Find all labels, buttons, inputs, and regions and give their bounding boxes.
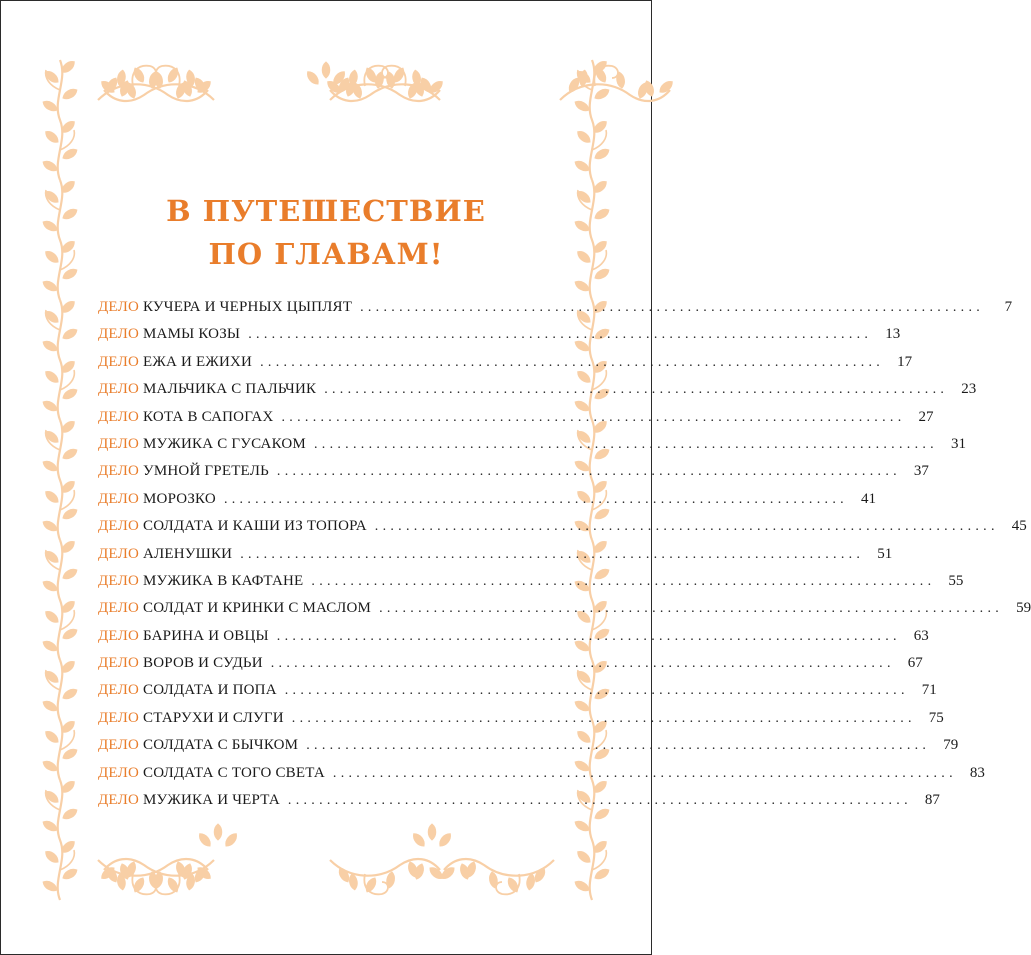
- page-title-line-2: ПО ГЛАВАМ!: [208, 237, 444, 271]
- toc-entry[interactable]: [98, 623, 929, 650]
- toc-entry[interactable]: [98, 541, 893, 568]
- toc-entry[interactable]: [98, 294, 1013, 321]
- page-title-line-1: В ПУТЕШЕСТВИЕ: [166, 194, 486, 228]
- toc-entry-page-number: 13: [885, 326, 901, 343]
- toc-entry-keyword: ДЕЛО: [98, 381, 140, 398]
- toc-entry-page-number: 71: [921, 682, 937, 699]
- toc-entry-leader-dots: ................................................................................: [324, 382, 949, 398]
- toc-entry-keyword: ДЕЛО: [98, 353, 140, 370]
- toc-entry-keyword: ДЕЛО: [98, 737, 140, 754]
- toc-entry-title: МУЖИКА С ГУСАКОМ: [143, 435, 306, 452]
- toc-entry-title: ЕЖА И ЕЖИХИ: [143, 353, 253, 370]
- toc-entry-title: СОЛДАТА И ПОПА: [143, 682, 277, 699]
- toc-entry-keyword: ДЕЛО: [98, 600, 140, 617]
- toc-entry[interactable]: [98, 404, 934, 431]
- toc-entry-title: МУЖИКА И ЧЕРТА: [143, 792, 280, 809]
- toc-entry-title: МАЛЬЧИКА С ПАЛЬЧИК: [143, 381, 317, 398]
- toc-entry-leader-dots: ................................................................................: [360, 300, 985, 315]
- toc-entry-keyword: ДЕЛО: [98, 572, 140, 589]
- toc-entry-leader-dots: ................................................................................: [313, 436, 938, 452]
- toc-entry-page-number: 27: [918, 408, 934, 425]
- toc-entry-title: БАРИНА И ОВЦЫ: [143, 627, 269, 644]
- toc-entry-title: АЛЕНУШКИ: [143, 545, 233, 562]
- toc-entry-leader-dots: ................................................................................: [276, 464, 901, 480]
- toc-entry-leader-dots: ................................................................................: [270, 656, 895, 672]
- toc-entry-page-number: 41: [860, 490, 876, 507]
- toc-entry-page-number: 83: [969, 764, 985, 781]
- toc-entry[interactable]: [98, 458, 929, 485]
- toc-entry-keyword: ДЕЛО: [98, 709, 140, 726]
- toc-entry-leader-dots: ................................................................................: [276, 628, 901, 644]
- toc-entry[interactable]: [98, 650, 923, 677]
- toc-entry[interactable]: [98, 760, 985, 787]
- toc-entry-keyword: ДЕЛО: [98, 627, 140, 644]
- toc-entry-leader-dots: ................................................................................: [260, 354, 885, 370]
- toc-entry-leader-dots: ................................................................................: [332, 765, 957, 781]
- toc-entry-leader-dots: ................................................................................: [291, 710, 916, 726]
- toc-entry[interactable]: [98, 486, 876, 513]
- toc-entry-title: КУЧЕРА И ЧЕРНЫХ ЦЫПЛЯТ: [143, 299, 353, 315]
- toc-entry-page-number: 79: [943, 737, 959, 754]
- toc-entry-title: ВОРОВ И СУДЬИ: [143, 655, 263, 672]
- toc-entry-keyword: ДЕЛО: [98, 490, 140, 507]
- toc-entry-page-number: 87: [924, 792, 940, 809]
- toc-entry-keyword: ДЕЛО: [98, 682, 140, 699]
- toc-entry-title: МАМЫ КОЗЫ: [143, 326, 241, 343]
- toc-entry-page-number: 37: [913, 463, 929, 480]
- toc-entry[interactable]: [98, 349, 913, 376]
- toc-entry[interactable]: [98, 568, 964, 595]
- toc-entry-keyword: ДЕЛО: [98, 764, 140, 781]
- toc-entry-keyword: ДЕЛО: [98, 463, 140, 480]
- toc-entry-keyword: ДЕЛО: [98, 326, 140, 343]
- table-of-contents: [98, 294, 1031, 814]
- toc-entry-keyword: ДЕЛО: [98, 408, 140, 425]
- toc-entry-page-number: 67: [907, 655, 923, 672]
- toc-entry[interactable]: [98, 677, 937, 704]
- toc-entry-page-number: 63: [913, 627, 929, 644]
- toc-entry-title: СОЛДАТА С ТОГО СВЕТА: [143, 764, 325, 781]
- toc-entry-keyword: ДЕЛО: [98, 435, 140, 452]
- toc-entry[interactable]: [98, 431, 966, 458]
- toc-entry-leader-dots: ................................................................................: [284, 683, 909, 699]
- toc-entry-page-number: 55: [948, 572, 964, 589]
- toc-entry-leader-dots: ................................................................................: [374, 519, 999, 535]
- toc-entry-page-number: 45: [1011, 518, 1027, 535]
- toc-entry[interactable]: [98, 787, 940, 814]
- toc-entry-title: КОТА В САПОГАХ: [143, 408, 274, 425]
- toc-entry-title: СОЛДАТА И КАШИ ИЗ ТОПОРА: [143, 518, 367, 535]
- toc-entry[interactable]: [98, 705, 944, 732]
- toc-entry-leader-dots: ................................................................................: [281, 409, 906, 425]
- toc-entry-leader-dots: ................................................................................: [311, 573, 936, 589]
- toc-entry[interactable]: [98, 595, 1031, 622]
- toc-entry-page-number: 59: [1016, 600, 1031, 617]
- toc-entry-leader-dots: ................................................................................: [223, 491, 848, 507]
- toc-entry-title: СОЛДАТА С БЫЧКОМ: [143, 737, 299, 754]
- toc-entry-keyword: ДЕЛО: [98, 792, 140, 809]
- toc-entry-page-number: 23: [961, 381, 977, 398]
- toc-entry-leader-dots: ................................................................................: [287, 793, 912, 809]
- toc-entry-title: МОРОЗКО: [143, 490, 216, 507]
- toc-entry-page-number: 75: [928, 709, 944, 726]
- toc-entry-title: УМНОЙ ГРЕТЕЛЬ: [143, 463, 269, 480]
- toc-entry[interactable]: [98, 321, 901, 348]
- toc-entry-page-number: 51: [877, 545, 893, 562]
- toc-entry-leader-dots: ................................................................................: [240, 546, 865, 562]
- toc-entry-page-number: 7: [1004, 299, 1013, 315]
- toc-entry-keyword: ДЕЛО: [98, 545, 140, 562]
- toc-entry[interactable]: [98, 732, 959, 759]
- toc-entry-keyword: ДЕЛО: [98, 655, 140, 672]
- toc-entry[interactable]: [98, 513, 1027, 540]
- toc-entry-title: СТАРУХИ И СЛУГИ: [143, 709, 284, 726]
- toc-entry-page-number: 17: [897, 353, 913, 370]
- toc-entry-page-number: 31: [950, 435, 966, 452]
- toc-entry[interactable]: [98, 376, 977, 403]
- toc-entry-leader-dots: ................................................................................: [379, 601, 1004, 617]
- toc-entry-leader-dots: ................................................................................: [306, 738, 931, 754]
- toc-entry-title: МУЖИКА В КАФТАНЕ: [143, 572, 304, 589]
- toc-entry-title: СОЛДАТ И КРИНКИ С МАСЛОМ: [143, 600, 372, 617]
- toc-entry-keyword: ДЕЛО: [98, 518, 140, 535]
- toc-entry-keyword: ДЕЛО: [98, 299, 140, 315]
- toc-entry-leader-dots: ................................................................................: [248, 327, 873, 343]
